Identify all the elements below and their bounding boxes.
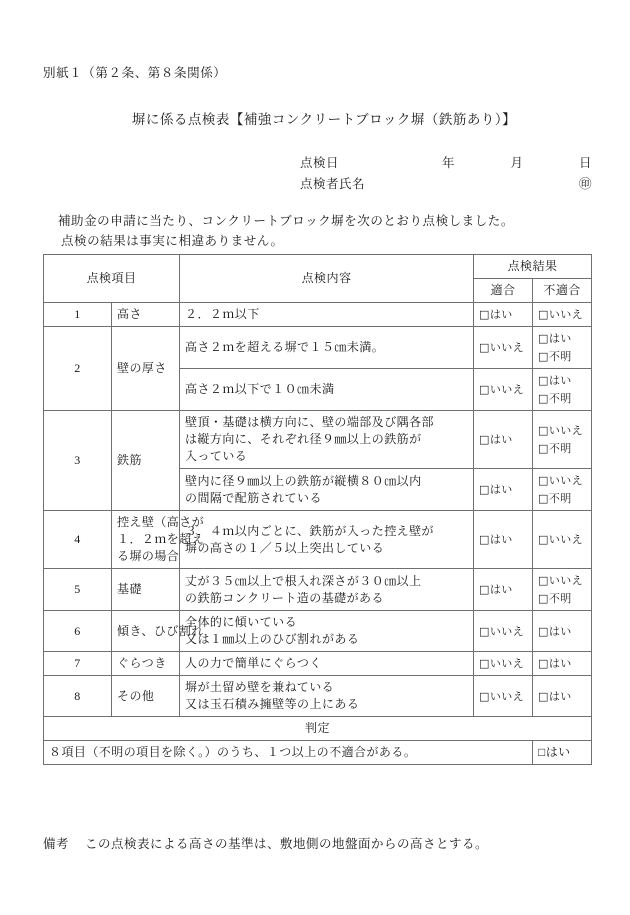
page-title: 塀に係る点検表【補強コンクリートブロック塀（鉄筋あり）】: [131, 112, 517, 127]
row-content-text: 高さ２ｍ以下で１０㎝未満: [180, 369, 474, 411]
row-item-label: 基礎: [112, 569, 180, 611]
table-row: [44, 411, 592, 469]
inspection-table-wrap: [43, 254, 592, 765]
checkbox-option[interactable]: □はい: [479, 583, 513, 596]
nonconform-checkbox-cell[interactable]: [533, 303, 592, 327]
inspection-date-line: [300, 153, 592, 174]
intro-line-2: 点検の結果は事実に相違ありません。: [61, 234, 284, 248]
inspector-name-line: [300, 174, 592, 195]
conform-checkbox-cell[interactable]: [474, 469, 533, 511]
table-row: [44, 511, 592, 569]
row-item-label: その他: [112, 676, 180, 717]
table-row: [44, 569, 592, 611]
row-number: 3: [44, 411, 112, 511]
row-number: 5: [44, 569, 112, 611]
row-item-label: 控え壁（高さが １．２ｍを超え る塀の場合: [112, 511, 180, 569]
table-body: [44, 303, 592, 717]
row-content-text: 丈が３５㎝以上で根入れ深さが３０㎝以上 の鉄筋コンクリート造の基礎がある: [180, 569, 474, 611]
inspection-table: [43, 254, 592, 765]
checkbox-option[interactable]: □はい: [479, 433, 513, 446]
day-label: 日: [578, 156, 592, 170]
row-number: 6: [44, 611, 112, 652]
table-row: [44, 676, 592, 717]
remark-text: この点検表による高さの基準は、敷地側の地盤面からの高さとする。: [85, 837, 489, 851]
row-item-label: 傾き、ひび割れ: [112, 611, 180, 652]
conform-checkbox-cell[interactable]: [474, 303, 533, 327]
nonconform-checkbox-cell[interactable]: [533, 611, 592, 652]
conform-checkbox-cell[interactable]: [474, 369, 533, 411]
conform-checkbox-cell[interactable]: [474, 511, 533, 569]
row-number: 7: [44, 652, 112, 676]
checkbox-option[interactable]: □はい: [538, 374, 572, 387]
checkbox-option[interactable]: □はい: [479, 533, 513, 546]
checkbox-option[interactable]: □不明: [538, 350, 572, 363]
inspection-meta: [300, 153, 592, 195]
checkbox-option[interactable]: □はい: [538, 657, 572, 670]
row-number: 8: [44, 676, 112, 717]
header-item: 点検項目: [44, 255, 180, 303]
nonconform-checkbox-cell[interactable]: [533, 652, 592, 676]
nonconform-checkbox-cell[interactable]: [533, 469, 592, 511]
checkbox-option[interactable]: □いいえ: [538, 533, 584, 546]
inspection-date-label: 点検日: [300, 156, 340, 170]
row-number: 2: [44, 327, 112, 411]
judgement-header-row: [44, 717, 592, 741]
checkbox-option[interactable]: □いいえ: [538, 474, 584, 487]
table-row: [44, 652, 592, 676]
conform-checkbox-cell[interactable]: [474, 569, 533, 611]
document-reference: 別紙１（第２条、第８条関係）: [43, 66, 227, 80]
inspector-name-label: 点検者氏名: [300, 177, 366, 191]
judgement-row: [44, 741, 592, 765]
checkbox-option[interactable]: □はい: [479, 483, 513, 496]
nonconform-checkbox-cell[interactable]: [533, 411, 592, 469]
row-number: 4: [44, 511, 112, 569]
table-row: [44, 303, 592, 327]
seal-icon: ㊞: [578, 177, 592, 191]
checkbox-option[interactable]: □不明: [538, 442, 572, 455]
row-content-text: 人の力で簡単にぐらつく: [180, 652, 474, 676]
conform-checkbox-cell[interactable]: [474, 676, 533, 717]
checkbox-option[interactable]: □はい: [538, 332, 572, 345]
conform-checkbox-cell[interactable]: [474, 611, 533, 652]
header-nonconform: 不適合: [533, 279, 592, 303]
conform-checkbox-cell[interactable]: [474, 327, 533, 369]
row-item-label: 壁の厚さ: [112, 327, 180, 411]
nonconform-checkbox-cell[interactable]: [533, 327, 592, 369]
row-content-text: ２．２ｍ以下: [180, 303, 474, 327]
remark-note: [43, 834, 488, 852]
table-row: [44, 611, 592, 652]
row-content-text: 塀が土留め壁を兼ねている 又は玉石積み擁壁等の上にある: [180, 676, 474, 717]
year-label: 年: [442, 156, 456, 170]
nonconform-checkbox-cell[interactable]: [533, 676, 592, 717]
table-header-row-1: [44, 255, 592, 279]
row-content-text: 壁内に径９㎜以上の鉄筋が縦横８０㎝以内 の間隔で配筋されている: [180, 469, 474, 511]
table-head: [44, 255, 592, 303]
row-content-text: 高さ２ｍを超える塀で１５㎝未満。: [180, 327, 474, 369]
table-foot: [44, 717, 592, 765]
checkbox-option[interactable]: □不明: [538, 592, 572, 605]
checkbox-option[interactable]: □はい: [538, 689, 572, 703]
checkbox-option[interactable]: □いいえ: [538, 424, 584, 437]
row-number: 1: [44, 303, 112, 327]
row-content-text: 壁頂・基礎は横方向に、壁の端部及び隅各部 は縦方向に、それぞれ径９㎜以上の鉄筋が 入っている: [180, 411, 474, 469]
remark-label: 備考: [43, 837, 70, 851]
judgement-checkbox[interactable]: □はい: [533, 741, 592, 765]
checkbox-option[interactable]: □はい: [479, 308, 513, 321]
row-item-label: 高さ: [112, 303, 180, 327]
nonconform-checkbox-cell[interactable]: [533, 369, 592, 411]
month-label: 月: [510, 156, 524, 170]
header-content: 点検内容: [180, 255, 474, 303]
checkbox-option[interactable]: □不明: [538, 492, 572, 505]
checkbox-option[interactable]: □いいえ: [479, 689, 525, 703]
checkbox-option[interactable]: □いいえ: [538, 308, 584, 321]
checkbox-option[interactable]: □いいえ: [479, 624, 525, 638]
header-conform: 適合: [474, 279, 533, 303]
nonconform-checkbox-cell[interactable]: [533, 569, 592, 611]
row-content-text: 全体的に傾いている 又は１㎜以上のひび割れがある: [180, 611, 474, 652]
table-row: [44, 327, 592, 369]
judgement-header: 判定: [44, 717, 592, 741]
intro-line-1: 補助金の申請に当たり、コンクリートブロック塀を次のとおり点検しました。: [58, 214, 514, 228]
intro-statement: [58, 211, 514, 251]
conform-checkbox-cell[interactable]: [474, 411, 533, 469]
checkbox-option[interactable]: □いいえ: [538, 574, 584, 587]
checkbox-option[interactable]: □不明: [538, 392, 572, 405]
checkbox-option[interactable]: □はい: [538, 624, 572, 638]
judgement-text: ８項目（不明の項目を除く。）のうち、１つ以上の不適合がある。: [44, 741, 533, 765]
checkbox-option[interactable]: □いいえ: [479, 657, 525, 670]
conform-checkbox-cell[interactable]: [474, 652, 533, 676]
checkbox-option[interactable]: □いいえ: [479, 383, 525, 396]
checkbox-option[interactable]: □いいえ: [479, 341, 525, 354]
row-content-text: ３．４ｍ以内ごとに、鉄筋が入った控え壁が 塀の高さの１／５以上突出している: [180, 511, 474, 569]
row-item-label: ぐらつき: [112, 652, 180, 676]
nonconform-checkbox-cell[interactable]: [533, 511, 592, 569]
date-field-group[interactable]: [442, 153, 592, 171]
row-item-label: 鉄筋: [112, 411, 180, 511]
header-result: 点検結果: [474, 255, 592, 279]
